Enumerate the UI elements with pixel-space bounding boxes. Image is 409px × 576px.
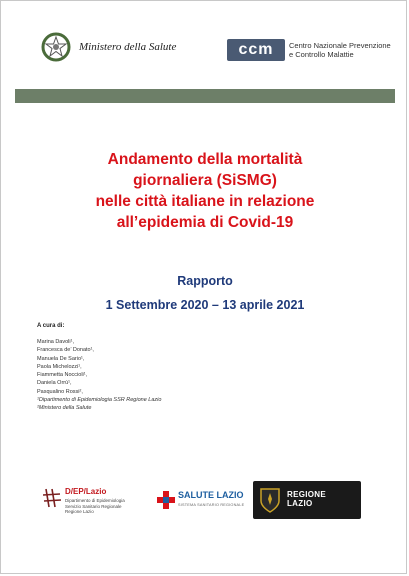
title-line: all’epidemia di Covid-19 [116,214,294,231]
curated-by-label: A cura di: [37,323,65,329]
salute-lazio-subtitle: SISTEMA SANITARIO REGIONALE [178,503,245,507]
affiliation-item: ²Ministero della Salute [37,404,92,411]
title-line: giornaliera (SiSMG) [133,172,277,189]
dep-sub-line: Servizio Sanitario Regionale [65,503,122,509]
ccm-line-2: e Controllo Malattie [289,50,354,59]
dep-lazio-logo-icon [43,488,61,508]
ccm-line-1: Centro Nazionale Prevenzione [289,41,391,50]
dep-lazio-title: D/EP/Lazio [65,487,107,496]
dep-lazio-subtitle [65,498,125,515]
regione-lazio-emblem-icon [259,487,281,513]
dep-sub-line: Dipartimento di Epidemiologia [65,498,125,503]
author-item: Fiammetta Noccioli¹, [37,372,88,379]
affiliation-item: ¹Dipartimento di Epidemiologia SSR Regione Lazio [37,397,162,403]
regione-line: REGIONE [287,490,326,499]
ministry-name: Ministero della Salute [79,41,177,53]
regione-lazio-text [287,490,326,508]
affiliations [37,397,161,412]
author-item: Paola Michelozzi¹, [37,363,82,370]
author-item: Manuela De Sario¹, [37,355,85,362]
author-item: Marina Davoli¹, [37,339,74,345]
title-line: nelle città italiane in relazione [95,193,315,210]
salute-lazio-title: SALUTE LAZIO [178,490,244,500]
italian-republic-emblem-icon [41,31,71,63]
ccm-description [289,41,391,59]
document-title [21,149,389,233]
dep-sub-line: Regione Lazio [65,509,94,514]
salute-lazio-cross-icon [157,491,175,509]
ccm-logo: ccm [227,39,285,61]
header-band [15,89,395,103]
report-period: 1 Settembre 2020 – 13 aprile 2021 [105,298,305,312]
report-label: Rapporto [177,274,233,288]
author-item: Pasqualino Rossi², [37,388,83,395]
regione-line: LAZIO [287,499,313,508]
authors-list [37,338,94,396]
title-line: Andamento della mortalità [107,151,303,168]
author-item: Daniela Orrù¹, [37,380,72,387]
author-item: Francesca de’ Donato¹, [37,347,94,354]
